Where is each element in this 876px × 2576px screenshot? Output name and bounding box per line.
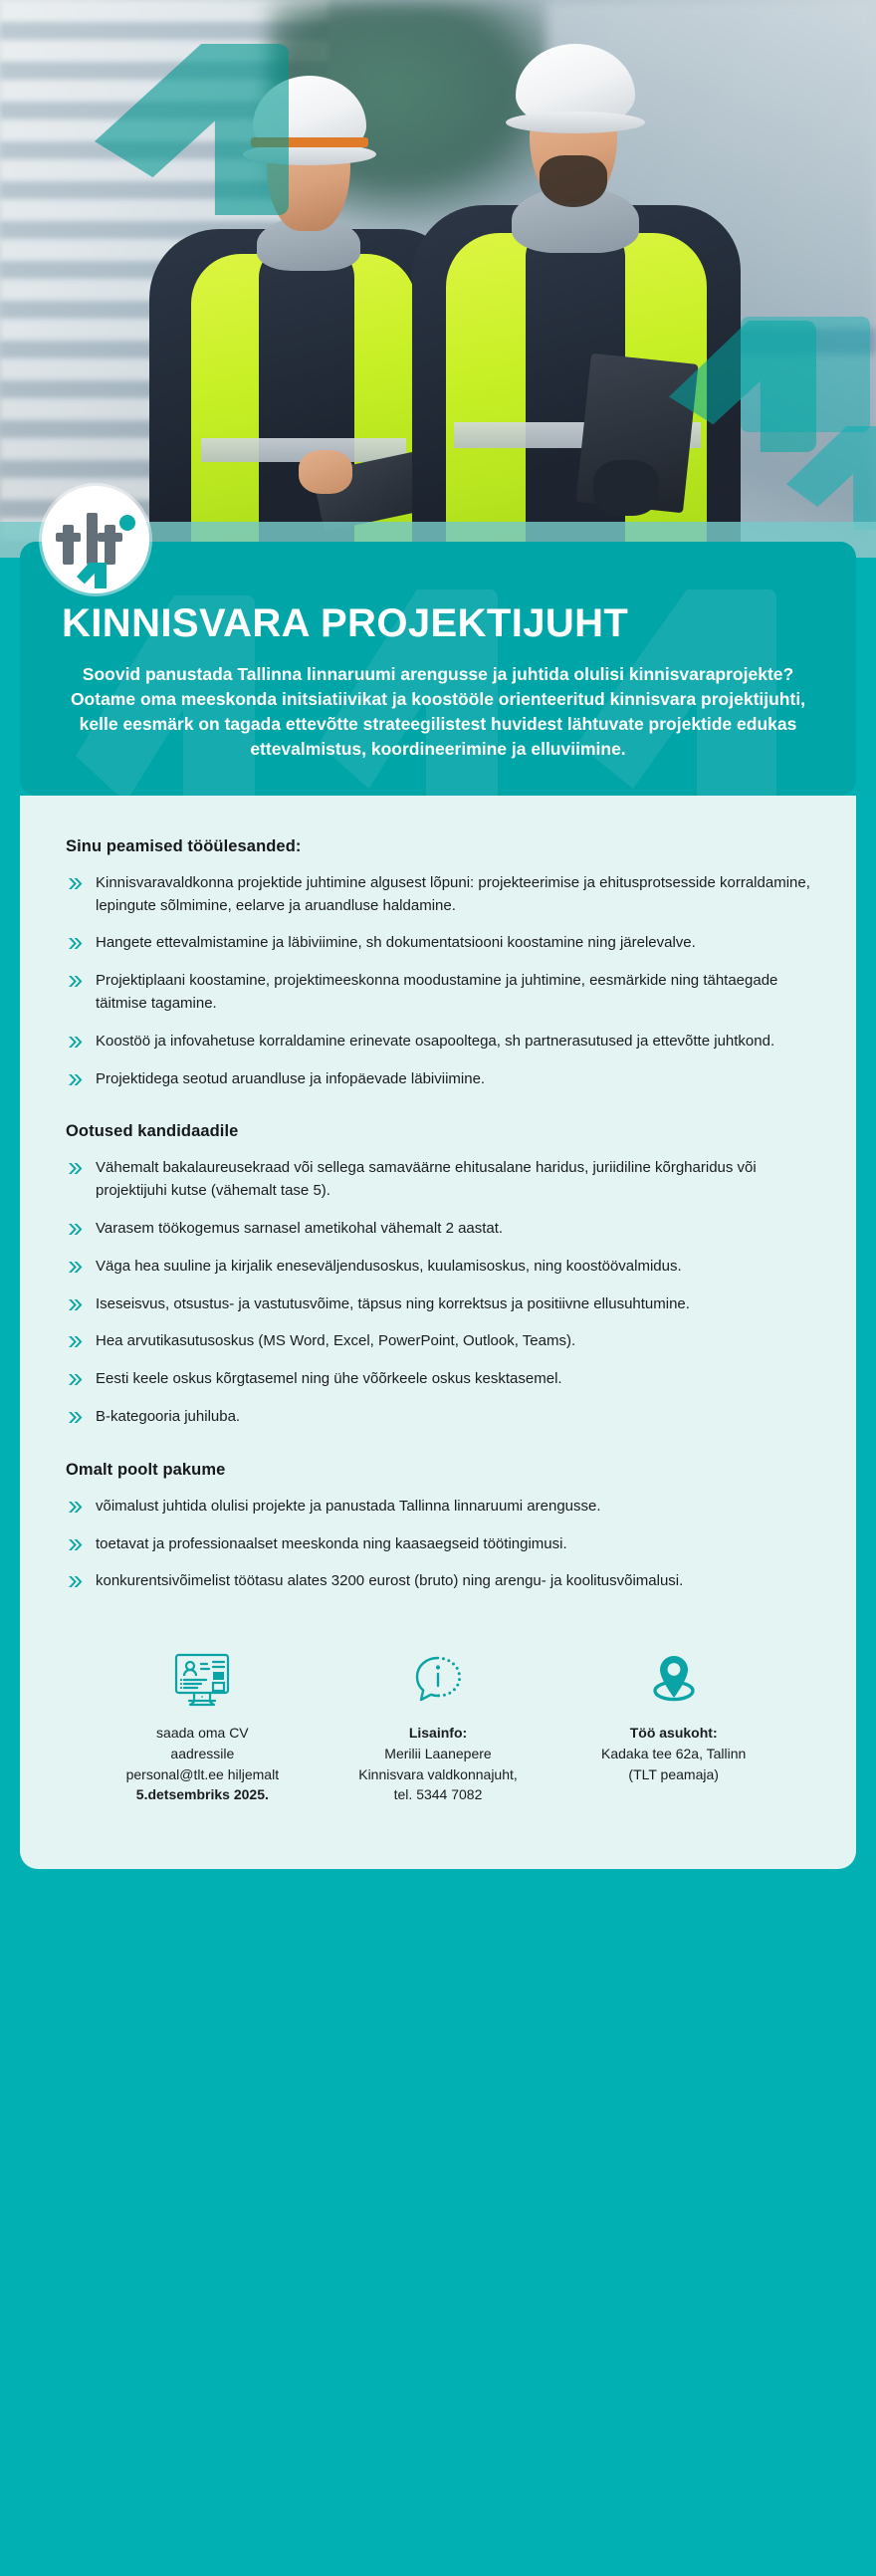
worker-right-glove bbox=[593, 460, 659, 516]
footer-column-location bbox=[560, 1647, 786, 1805]
section-title: Omalt poolt pakume bbox=[66, 1460, 226, 1479]
job-intro-text: Soovid panustada Tallinna linnaruumi arengusse ja juhtida olulisi kinnisvaraprojekte? Ootame oma meeskonda initsiatiivikat ja koostööle orienteeritud kinnisvara projektijuhti, kelle eesmärk on tagada ettevõtte strateegilistest huvidest lähtuvate projektide edukas ettevalmistus, koordineerimine ja elluviimine. bbox=[70, 663, 806, 759]
list-item-text: Eesti keele oskus kõrgtasemel ning ühe võõrkeele oskus kesktasemel. bbox=[96, 1370, 562, 1388]
info-bubble-icon bbox=[409, 1647, 467, 1709]
list-item bbox=[66, 1293, 810, 1316]
chevron-right-icon bbox=[68, 1372, 83, 1387]
job-header-card bbox=[20, 542, 856, 796]
chevron-right-icon bbox=[68, 1072, 83, 1087]
list-item bbox=[66, 1031, 810, 1054]
footer-column-info bbox=[326, 1647, 551, 1805]
footer-info-text bbox=[358, 1723, 518, 1805]
list-item-text: Projektiplaani koostamine, projektimeeskonna moodustamine ja juhtimine, eesmärkide ning tähtaegade täitmise tagamine. bbox=[96, 972, 778, 1013]
chevron-right-icon bbox=[68, 876, 83, 891]
chevron-right-icon bbox=[68, 1260, 83, 1275]
list-item-text: Varasem töökogemus sarnasel ametikohal vähemalt 2 aastat. bbox=[96, 1220, 504, 1238]
worker-right-helmet-brim bbox=[506, 112, 645, 133]
footer-apply-text bbox=[126, 1723, 280, 1805]
chevron-right-icon bbox=[68, 1410, 83, 1425]
chevron-right-icon bbox=[68, 936, 83, 951]
footer-apply-line1: saada oma CV bbox=[156, 1725, 249, 1742]
chevron-right-icon bbox=[68, 974, 83, 989]
list-item bbox=[66, 970, 810, 1016]
logo-letter-t-first bbox=[63, 525, 74, 565]
footer-apply-line2: aadressile bbox=[170, 1745, 235, 1761]
footer-apply-email-line: personal@tlt.ee hiljemalt bbox=[125, 1765, 280, 1782]
footer-location-address: Kadaka tee 62a, Tallinn bbox=[601, 1745, 747, 1761]
list-item-text: Kinnisvaravaldkonna projektide juhtimine algusest lõpuni: projekteerimise ja ehitusprotsesside korraldamine, lepingute sõlmimine, eelarve ja aruandluse haldamine. bbox=[96, 873, 810, 914]
location-pin-icon bbox=[645, 1647, 703, 1709]
footer-location-text bbox=[601, 1723, 746, 1784]
list-item bbox=[66, 932, 810, 955]
footer-location-heading: Töö asukoht: bbox=[629, 1725, 718, 1742]
list-item-text: Koostöö ja infovahetuse korraldamine erinevate osapooltega, sh partnerasutused ja ettevõtte juhtkond. bbox=[96, 1032, 775, 1050]
list-item-text: B-kategooria juhiluba. bbox=[96, 1408, 241, 1426]
list-item bbox=[66, 1368, 810, 1391]
logo-dot-icon bbox=[119, 515, 135, 531]
chevron-right-icon bbox=[68, 1222, 83, 1237]
section-title: Sinu peamised tööülesanded: bbox=[66, 836, 302, 855]
worker-right-beard bbox=[540, 155, 607, 207]
worker-right bbox=[398, 30, 757, 558]
chevron-right-icon bbox=[68, 1161, 83, 1176]
list-item bbox=[66, 1256, 810, 1279]
requirements-list bbox=[66, 1157, 810, 1428]
offer-list bbox=[66, 1496, 810, 1593]
list-item bbox=[66, 1330, 810, 1353]
footer-info-phone: tel. 5344 7082 bbox=[393, 1786, 483, 1803]
hero-photo bbox=[0, 0, 876, 558]
worker-left-hand bbox=[299, 450, 352, 494]
logo-arrow-icon bbox=[77, 563, 107, 588]
contact-footer bbox=[66, 1601, 810, 1839]
footer-apply-deadline: 5.detsembriks 2025. bbox=[135, 1786, 269, 1803]
footer-info-name: Merilii Laanepere bbox=[384, 1745, 492, 1761]
list-item-text: toetavat ja professionaalset meeskonda ning kaasaegseid töötingimusi. bbox=[96, 1534, 567, 1552]
section-requirements bbox=[66, 1122, 810, 1428]
chevron-right-icon bbox=[68, 1334, 83, 1349]
section-offer bbox=[66, 1461, 810, 1593]
job-content-card bbox=[20, 796, 856, 1869]
chevron-right-icon bbox=[68, 1537, 83, 1552]
list-item bbox=[66, 1496, 810, 1519]
list-item-text: Vähemalt bakalaureusekraad või sellega samaväärne ehitusalane haridus, juriidiline kõrgharidus või projektijuhi kutse (vähemalt tase 5). bbox=[96, 1159, 757, 1200]
chevron-right-icon bbox=[68, 1500, 83, 1515]
chevron-right-icon bbox=[68, 1574, 83, 1589]
chevron-right-icon bbox=[68, 1297, 83, 1312]
footer-location-building: (TLT peamaja) bbox=[628, 1765, 719, 1782]
bottom-bar bbox=[0, 1869, 876, 1907]
list-item bbox=[66, 1570, 810, 1593]
logo-letter-l bbox=[87, 513, 98, 565]
list-item-text: konkurentsivõimelist töötasu alates 3200 eurost (bruto) ning arengu- ja koolitusvõimalusi. bbox=[96, 1572, 684, 1590]
list-item bbox=[66, 1157, 810, 1203]
list-item-text: Hangete ettevalmistamine ja läbiviimine, sh dokumentatsiooni koostamine ning järelevalve. bbox=[96, 934, 696, 952]
footer-info-role: Kinnisvara valdkonnajuht, bbox=[358, 1765, 518, 1782]
monitor-cv-icon bbox=[173, 1647, 231, 1709]
section-title: Ootused kandidaadile bbox=[66, 1122, 239, 1141]
tlt-logo bbox=[42, 486, 149, 593]
chevron-right-icon bbox=[68, 1035, 83, 1050]
list-item bbox=[66, 872, 810, 918]
tlt-logo-mark bbox=[57, 511, 134, 569]
page-title: KINNISVARA PROJEKTIJUHT bbox=[62, 601, 629, 645]
list-item-text: Projektidega seotud aruandluse ja infopäevade läbiviimine. bbox=[96, 1069, 486, 1087]
footer-info-heading: Lisainfo: bbox=[408, 1725, 468, 1742]
logo-letter-t-second bbox=[105, 525, 115, 565]
footer-column-apply bbox=[90, 1647, 316, 1805]
list-item bbox=[66, 1533, 810, 1556]
list-item bbox=[66, 1068, 810, 1091]
list-item bbox=[66, 1406, 810, 1429]
list-item bbox=[66, 1218, 810, 1241]
section-tasks bbox=[66, 837, 810, 1091]
list-item-text: võimalust juhtida olulisi projekte ja panustada Tallinna linnaruumi arengusse. bbox=[96, 1497, 601, 1515]
list-item-text: Iseseisvus, otsustus- ja vastutusvõime, täpsus ning korrektsus ja positiivne ellusuhtumine. bbox=[96, 1294, 690, 1312]
list-item-text: Hea arvutikasutusoskus (MS Word, Excel, PowerPoint, Outlook, Teams). bbox=[96, 1332, 576, 1350]
tasks-list bbox=[66, 872, 810, 1091]
list-item-text: Väga hea suuline ja kirjalik eneseväljendusoskus, kuulamisoskus, ning koostöövalmidus. bbox=[96, 1257, 682, 1275]
